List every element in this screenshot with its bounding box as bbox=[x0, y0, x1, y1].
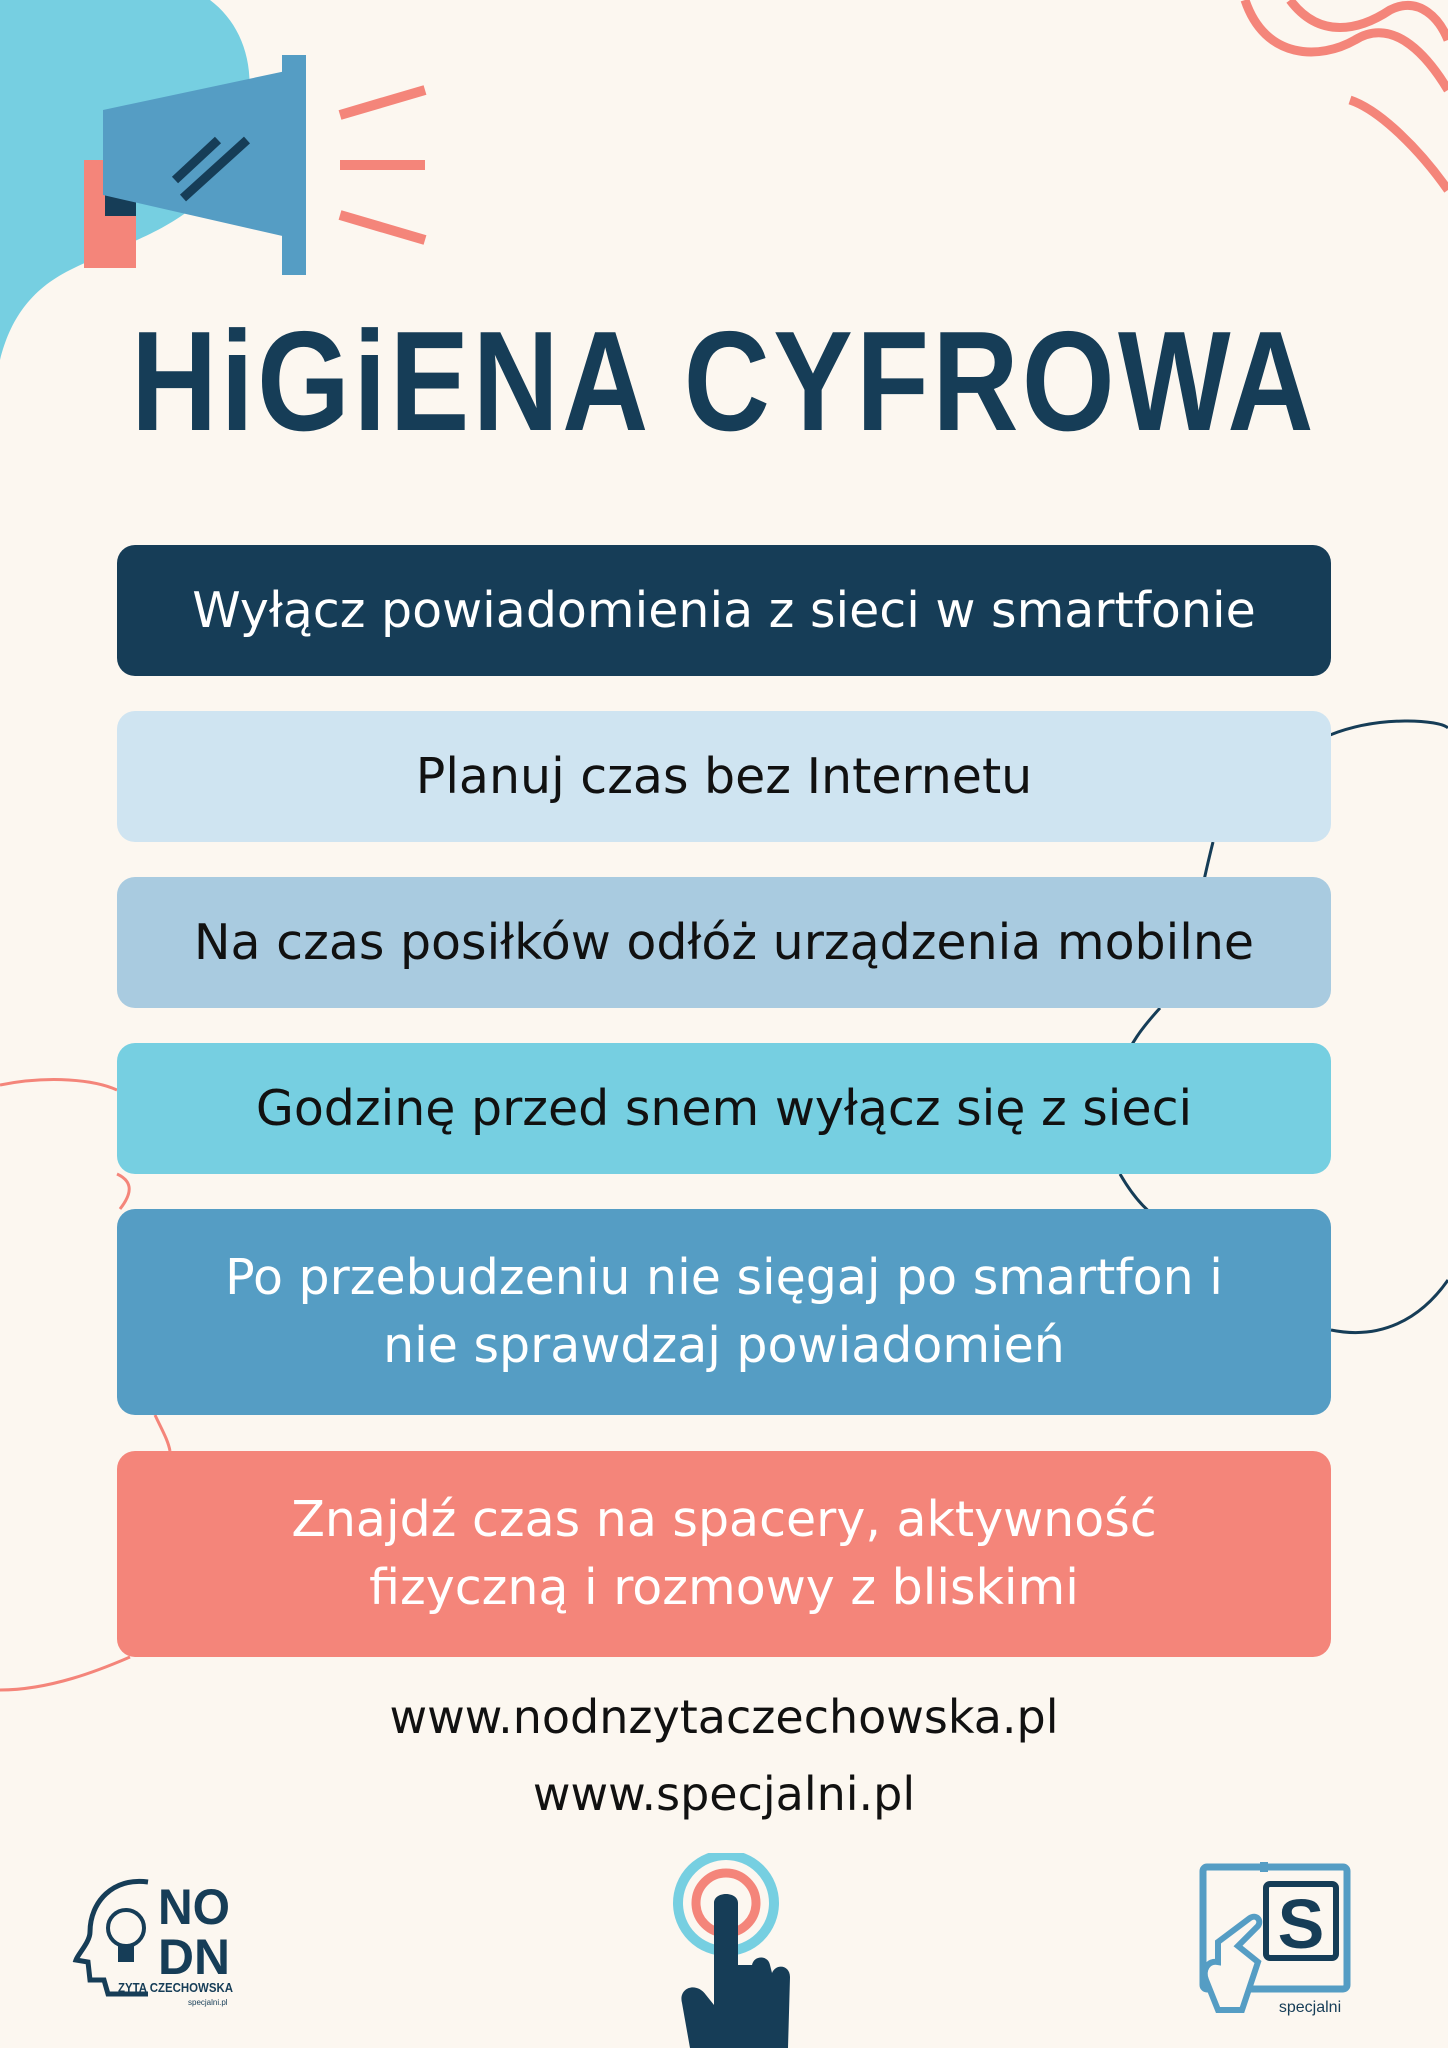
tip-text-line: Po przebudzeniu nie sięgaj po smartfon i bbox=[225, 1249, 1223, 1306]
website-link-nodn[interactable]: www.nodnzytaczechowska.pl bbox=[389, 1690, 1059, 1744]
tip-text-line: Znajdź czas na spacery, aktywność bbox=[291, 1491, 1157, 1548]
nodn-logo-line2: DN bbox=[158, 1929, 230, 1985]
hand-tablet-icon bbox=[1205, 1917, 1260, 2010]
coral-line-shape bbox=[0, 1657, 130, 1690]
tip-text: Planuj czas bez Internetu bbox=[415, 747, 1033, 805]
coral-squiggle-shape bbox=[1245, 0, 1448, 90]
coral-line-shape bbox=[155, 1415, 170, 1451]
page-title: HiGiENA CYFROWA bbox=[131, 302, 1317, 461]
tip-text: Na czas posiłków odłóż urządzenia mobilne bbox=[193, 913, 1255, 971]
navy-line-shape bbox=[1330, 721, 1448, 735]
tip-card-offline-time bbox=[117, 711, 1331, 842]
tip-card-activity bbox=[117, 1451, 1331, 1657]
nodn-logo-subtitle: ZYTA CZECHOWSKA bbox=[118, 1980, 234, 1995]
tip-card-wake-up bbox=[117, 1209, 1331, 1415]
coral-line-shape bbox=[117, 1174, 129, 1209]
nodn-logo-small: specjalni.pl bbox=[188, 1998, 228, 2007]
specjalni-logo-letter: S bbox=[1277, 1885, 1325, 1963]
tip-text: Wyłącz powiadomienia z sieci w smartfonie bbox=[192, 581, 1256, 639]
tip-card-sleep bbox=[117, 1043, 1331, 1174]
head-lightbulb-icon bbox=[76, 1881, 148, 1994]
nodn-logo-line1: NO bbox=[158, 1879, 230, 1935]
tip-text: Godzinę przed snem wyłącz się z sieci bbox=[255, 1079, 1193, 1137]
specjalni-logo-label: specjalni bbox=[1278, 1999, 1342, 2016]
specjalni-logo bbox=[1198, 1862, 1358, 2032]
tip-card-notifications bbox=[117, 545, 1331, 676]
coral-squiggle-shape bbox=[1350, 100, 1448, 190]
coral-line-shape bbox=[0, 1080, 117, 1090]
website-link-specjalni[interactable]: www.specjalni.pl bbox=[532, 1767, 916, 1821]
navy-line-shape bbox=[1331, 1280, 1448, 1333]
nodn-logo bbox=[68, 1862, 248, 2012]
tip-text-line: fizyczną i rozmowy z bliskimi bbox=[369, 1559, 1079, 1616]
tip-text-line: nie sprawdzaj powiadomień bbox=[383, 1317, 1065, 1374]
tip-card-meals bbox=[117, 877, 1331, 1008]
hand-tap-icon bbox=[668, 1853, 798, 2048]
